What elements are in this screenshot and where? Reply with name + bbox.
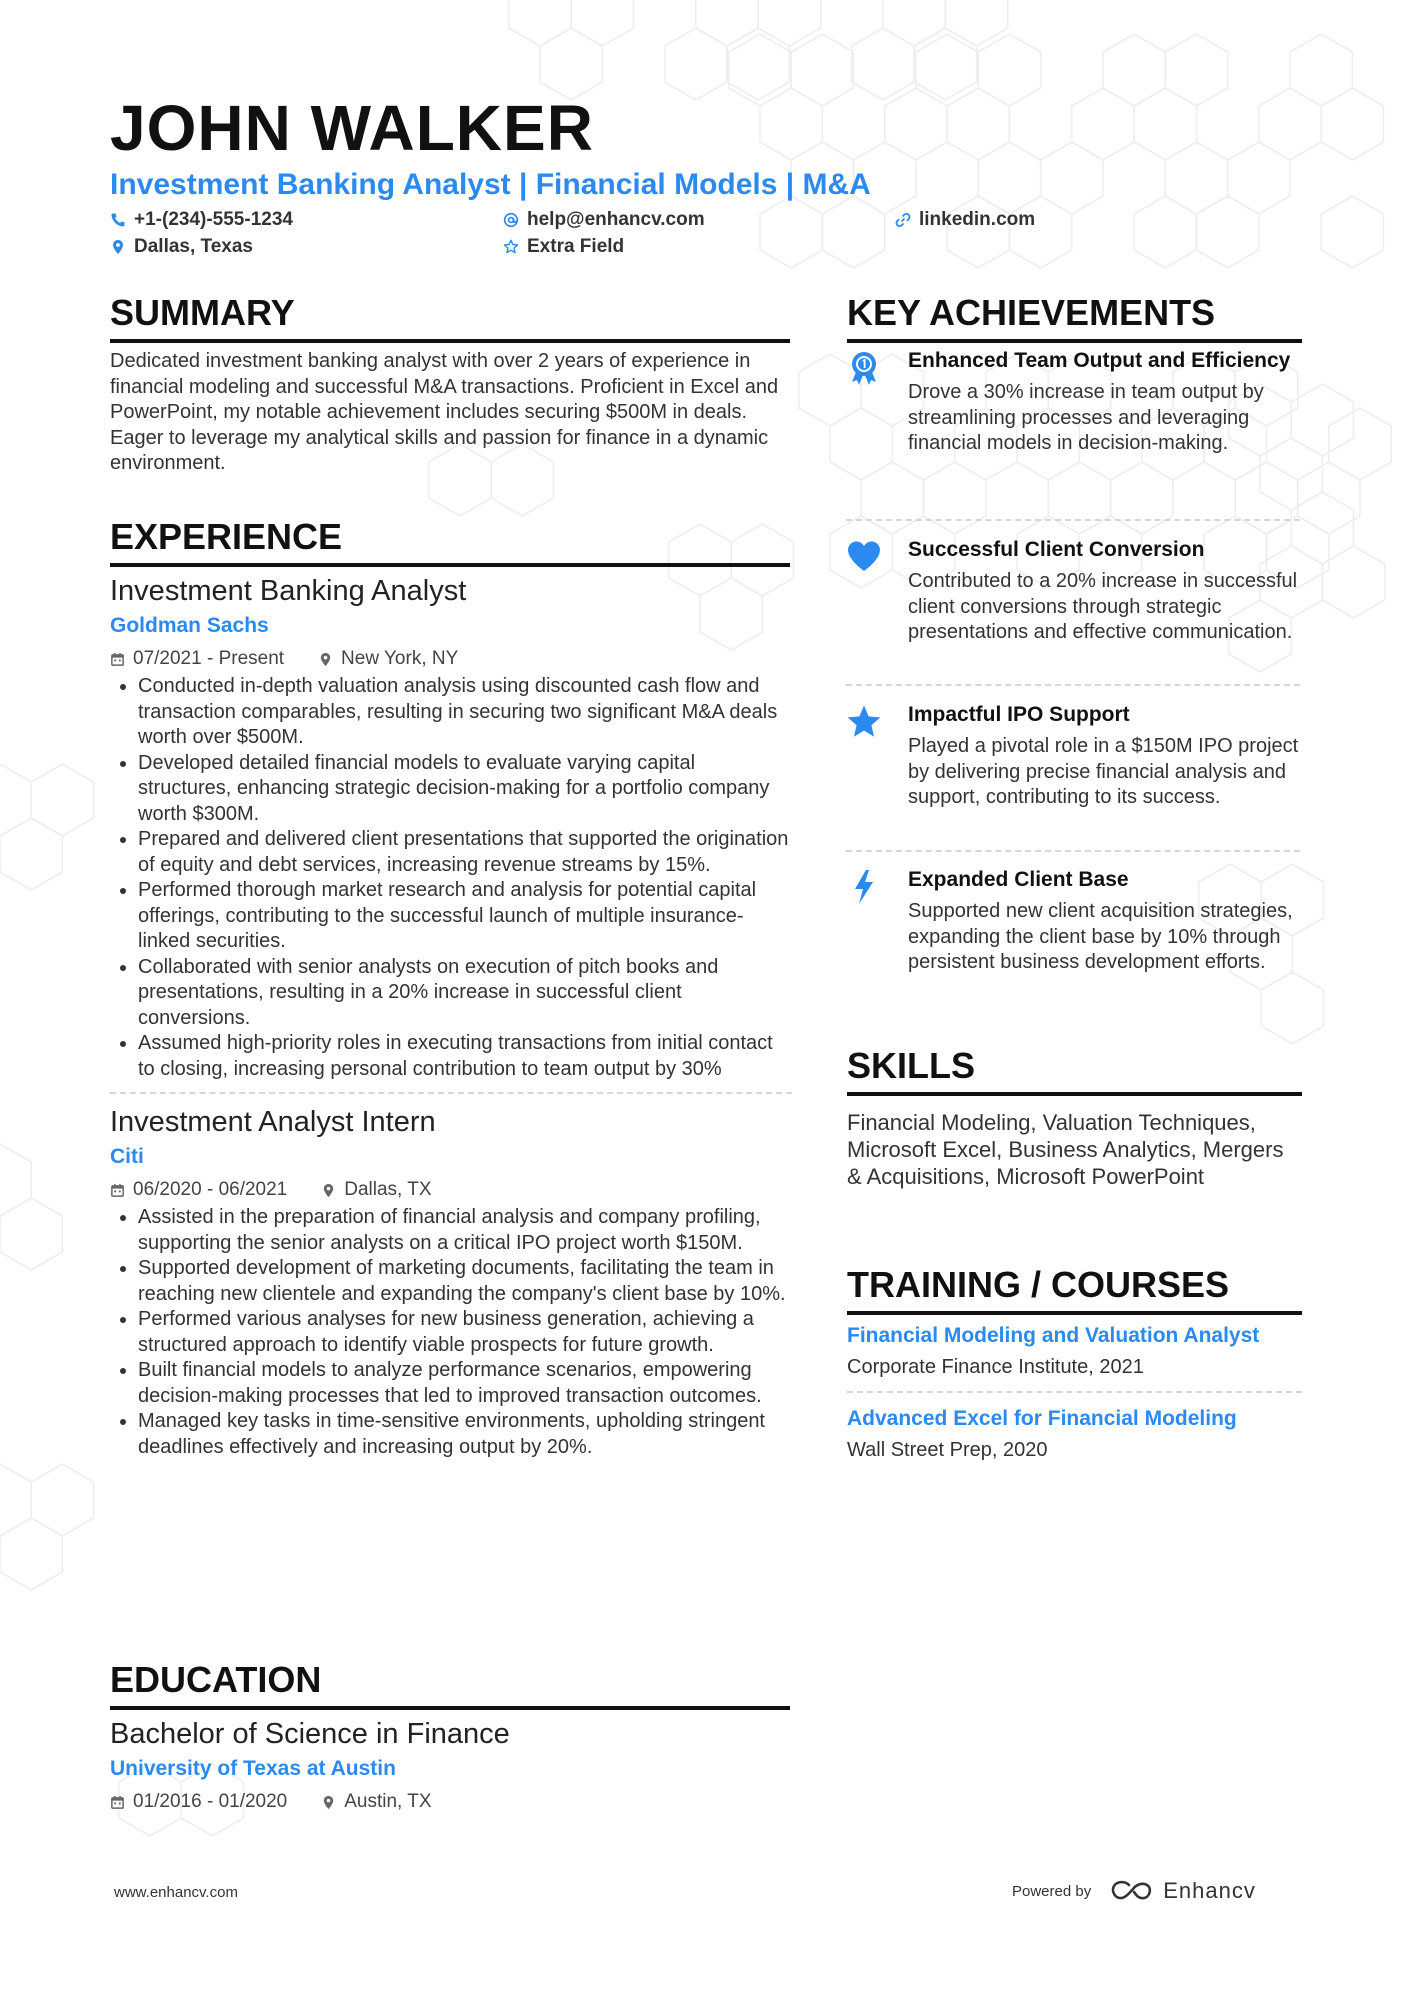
award-ribbon-icon <box>846 350 882 386</box>
company-name[interactable]: Goldman Sachs <box>110 614 269 637</box>
extra-field-text: Extra Field <box>527 236 625 257</box>
skills-title: SKILLS <box>847 1046 1302 1096</box>
calendar-icon <box>110 1795 125 1810</box>
contact-linkedin[interactable] <box>895 209 1035 231</box>
footer-branding[interactable] <box>1012 1878 1256 1904</box>
bullet-item: • Assumed high-priority roles in executing transactions from initial contact to closing, increasing personal contribution to team output by 30% <box>138 1031 792 1082</box>
skills-text: Financial Modeling, Valuation Techniques, Microsoft Excel, Business Analytics, Mergers & Acquisitions, Microsoft PowerPoint <box>847 1110 1284 1189</box>
job-bullets <box>110 674 792 1082</box>
achievement-desc: Played a pivotal role in a $150M IPO project by delivering precise financial analysis and support, contributing to its success. <box>908 735 1299 808</box>
achievement-title: Successful Client Conversion <box>908 538 1205 561</box>
calendar-icon <box>110 652 125 667</box>
experience-list <box>110 575 792 1460</box>
experience-title: EXPERIENCE <box>110 517 790 567</box>
achievement-desc: Contributed to a 20% increase in successful client conversions through strategic presentations and effective communication. <box>908 570 1298 643</box>
course-item <box>847 1324 1302 1379</box>
course-title[interactable]: Financial Modeling and Valuation Analyst <box>847 1324 1260 1347</box>
job-entry <box>110 1106 792 1460</box>
contact-extra <box>503 236 624 258</box>
job-meta <box>110 1179 792 1201</box>
achievement-item <box>846 537 1300 646</box>
bullet-item: • Collaborated with senior analysts on execution of pitch books and presentations, resulting in a 20% increase in successful client conversions. <box>138 955 792 1032</box>
bullet-item: • Supported development of marketing documents, facilitating the team in reaching new clientele and expanding the company's client base by 10%. <box>138 1256 792 1307</box>
email-text: help@enhancv.com <box>527 209 705 230</box>
bullet-item: • Built financial models to analyze performance scenarios, empowering decision-making processes that led to improved transaction outcomes. <box>138 1358 792 1409</box>
job-dates: 06/2020 - 06/2021 <box>133 1179 288 1200</box>
achievements-title: KEY ACHIEVEMENTS <box>847 293 1302 343</box>
brand-name: Enhancv <box>1163 1878 1256 1903</box>
achievement-desc: Supported new client acquisition strategies, expanding the client base by 10% through persistent business development efforts. <box>908 900 1293 973</box>
achievement-item <box>846 867 1300 976</box>
linkedin-text: linkedin.com <box>919 209 1036 230</box>
school-name[interactable]: University of Texas at Austin <box>110 1757 396 1780</box>
education-title: EDUCATION <box>110 1660 790 1710</box>
bullet-item: • Conducted in-depth valuation analysis using discounted cash flow and transaction comparables, resulting in securing two significant M&A deals worth over $500M. <box>138 674 792 751</box>
job-title: Investment Banking Analyst <box>110 575 467 607</box>
divider <box>846 519 1300 521</box>
achievement-title: Expanded Client Base <box>908 868 1129 891</box>
training-list <box>847 1324 1302 1462</box>
course-title[interactable]: Advanced Excel for Financial Modeling <box>847 1407 1237 1430</box>
degree: Bachelor of Science in Finance <box>110 1718 510 1750</box>
bullet-item: • Performed thorough market research and analysis for potential capital offerings, contributing to the successful launch of multiple insurance-linked securities. <box>138 878 792 955</box>
powered-by-label: Powered by <box>1012 1882 1092 1900</box>
bullet-item: • Managed key tasks in time-sensitive environments, upholding stringent deadlines effectively and increasing output by 20%. <box>138 1409 792 1460</box>
job-meta <box>110 648 792 670</box>
job-title: Investment Analyst Intern <box>110 1106 436 1138</box>
bullet-item: • Assisted in the preparation of financial analysis and company profiling, supporting the senior analysts on a critical IPO project worth $150M. <box>138 1205 792 1256</box>
bullet-item: • Prepared and delivered client presentations that supported the origination of equity and debt services, increasing revenue streams by 15%. <box>138 827 792 878</box>
divider <box>110 1092 792 1094</box>
lightning-icon <box>846 869 882 905</box>
candidate-name: JOHN WALKER <box>110 92 594 164</box>
phone-icon <box>110 212 126 228</box>
map-pin-icon <box>321 1795 336 1810</box>
education-dates: 01/2016 - 01/2020 <box>133 1791 288 1812</box>
map-pin-icon <box>110 239 126 255</box>
bullet-item: • Performed various analyses for new business generation, achieving a structured approach to identify viable prospects for future growth. <box>138 1307 792 1358</box>
achievement-item <box>846 702 1300 811</box>
summary-text: Dedicated investment banking analyst with over 2 years of experience in financial modeling and successful M&A transactions. Proficient in Excel and PowerPoint, my notable achievement includes securing $500M in deals. Eager to leverage my analytical skills and passion for finance in a dynamic environment. <box>110 350 779 474</box>
job-bullets <box>110 1205 792 1460</box>
headline: Investment Banking Analyst | Financial Models | M&A <box>110 168 871 201</box>
phone-text: +1-(234)-555-1234 <box>134 209 293 230</box>
star-outline-icon <box>503 239 519 255</box>
education-location: Austin, TX <box>344 1791 432 1812</box>
job-location: New York, NY <box>341 648 459 669</box>
divider <box>846 850 1300 852</box>
course-provider: Wall Street Prep, 2020 <box>847 1439 1048 1461</box>
achievement-title: Impactful IPO Support <box>908 703 1130 726</box>
education-meta <box>110 1791 792 1813</box>
divider <box>847 1391 1302 1393</box>
job-entry <box>110 575 792 1082</box>
achievement-item <box>846 348 1300 457</box>
contact-email[interactable] <box>503 209 705 231</box>
contact-phone[interactable] <box>110 209 293 231</box>
achievement-desc: Drove a 30% increase in team output by streamlining processes and leveraging financial models in decision-making. <box>908 381 1264 454</box>
job-location: Dallas, TX <box>344 1179 432 1200</box>
achievement-title: Enhanced Team Output and Efficiency <box>908 349 1291 372</box>
link-icon <box>895 212 911 228</box>
map-pin-icon <box>321 1183 336 1198</box>
education-entry <box>110 1718 792 1813</box>
course-provider: Corporate Finance Institute, 2021 <box>847 1356 1144 1378</box>
calendar-icon <box>110 1183 125 1198</box>
contact-location <box>110 236 253 258</box>
divider <box>846 684 1300 686</box>
star-icon <box>846 704 882 740</box>
at-sign-icon <box>503 212 519 228</box>
map-pin-icon <box>318 652 333 667</box>
training-title: TRAINING / COURSES <box>847 1265 1302 1315</box>
bullet-item: • Developed detailed financial models to evaluate varying capital structures, enhancing strategic decision-making for a portfolio company worth $300M. <box>138 751 792 828</box>
heart-icon <box>846 539 882 575</box>
company-name[interactable]: Citi <box>110 1145 144 1168</box>
enhancv-logo-icon <box>1109 1878 1155 1904</box>
footer-website[interactable]: www.enhancv.com <box>114 1884 238 1901</box>
course-item <box>847 1407 1302 1462</box>
job-dates: 07/2021 - Present <box>133 648 285 669</box>
location-text: Dallas, Texas <box>134 236 254 257</box>
summary-title: SUMMARY <box>110 293 790 343</box>
